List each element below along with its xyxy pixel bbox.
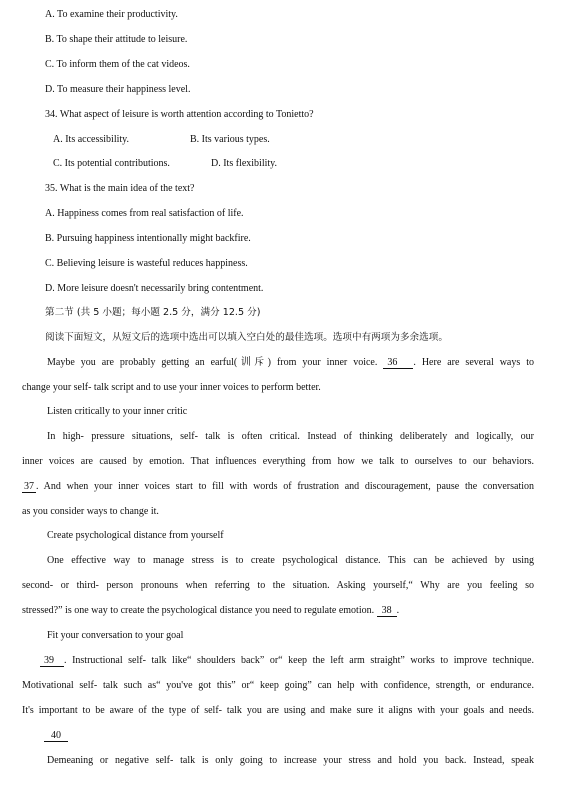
passage-p3-line1: One effective way to manage stress is to create psychological distance. This can be achieved by using bbox=[47, 555, 534, 566]
q34-option-d: D. Its flexibility. bbox=[211, 158, 278, 169]
subheading-1: Listen critically to your inner critic bbox=[47, 406, 188, 417]
section-heading: 第二节 (共 5 小题；每小题 2.5 分，满分 12.5 分) bbox=[45, 307, 261, 318]
passage-p1-line2: change your self- talk script and to use your inner voices to perform better. bbox=[22, 382, 321, 393]
blank-40[interactable]: 40 bbox=[44, 730, 68, 742]
passage-p4-line3: It's important to be aware of the type of self- talk you are using and make sure it aligns with your goals and needs. bbox=[22, 705, 534, 716]
passage-text: . Here are several ways to bbox=[413, 357, 535, 368]
passage-p2-line3 bbox=[22, 480, 534, 494]
passage-text: stressed?” is one way to create the psychological distance you need to regulate emotion. bbox=[22, 605, 375, 616]
q35-stem: 35. What is the main idea of the text? bbox=[45, 183, 195, 194]
q33-option-a: A. To examine their productivity. bbox=[45, 9, 178, 20]
passage-text: Maybe you are probably getting an earful(训斥) from your inner voice. bbox=[47, 357, 378, 368]
passage-text: . Instructional self- talk like“ shoulders back” or“ keep the left arm straight” works to improve technique. bbox=[64, 655, 534, 666]
q35-option-a: A. Happiness comes from real satisfaction of life. bbox=[45, 208, 244, 219]
q33-option-d: D. To measure their happiness level. bbox=[45, 84, 191, 95]
blank-39[interactable]: 39 bbox=[40, 655, 64, 667]
q34-option-c: C. Its potential contributions. bbox=[53, 158, 170, 169]
passage-p4-line1 bbox=[22, 654, 534, 668]
q35-option-b: B. Pursuing happiness intentionally might backfire. bbox=[45, 233, 251, 244]
passage-text: . And when your inner voices start to fill with words of frustration and discouragement, pause the conversation bbox=[36, 481, 534, 492]
passage-p3-line2: second- or third- person pronouns when referring to the situation. Asking yourself,“ Why are you feeling so bbox=[22, 580, 534, 591]
q34-option-b: B. Its various types. bbox=[190, 134, 270, 145]
passage-p5-line1: Demeaning or negative self- talk is only going to increase your stress and hold you back. Instead, speak bbox=[47, 755, 534, 766]
section-instructions: 阅读下面短文，从短文后的选项中选出可以填入空白处的最佳选项。选项中有两项为多余选项。 bbox=[45, 332, 448, 343]
q35-option-d: D. More leisure doesn't necessarily bring contentment. bbox=[45, 283, 264, 294]
subheading-2: Create psychological distance from yourself bbox=[47, 530, 224, 541]
passage-p2-line1: In high- pressure situations, self- talk is often critical. Instead of thinking deliberately and logically, our bbox=[47, 431, 534, 442]
passage-p2-line4: as you consider ways to change it. bbox=[22, 506, 159, 517]
passage-p1-line1 bbox=[22, 356, 534, 370]
q34-option-a: A. Its accessibility. bbox=[53, 134, 130, 145]
passage-p5-blank-line bbox=[44, 729, 68, 743]
blank-38[interactable]: 38 bbox=[377, 605, 397, 617]
passage-p3-line3: stressed?” is one way to create the psychological distance you need to regulate emotion. 38 . bbox=[22, 605, 400, 616]
passage-p2-line2: inner voices are caused by emotion. That influences everything from how we talk to ourselves to our behaviors. bbox=[22, 456, 534, 467]
q33-option-c: C. To inform them of the cat videos. bbox=[45, 59, 190, 70]
subheading-3: Fit your conversation to your goal bbox=[47, 630, 184, 641]
blank-37[interactable]: 37 bbox=[24, 481, 34, 492]
q34-stem: 34. What aspect of leisure is worth attention according to Tonietto? bbox=[45, 109, 314, 120]
blank-36[interactable]: 36 bbox=[383, 357, 413, 369]
passage-p4-line2: Motivational self- talk such as“ you've got this” or“ keep going” can help with confidence, strength, or endurance. bbox=[22, 680, 534, 691]
q33-option-b: B. To shape their attitude to leisure. bbox=[45, 34, 188, 45]
q35-option-c: C. Believing leisure is wasteful reduces happiness. bbox=[45, 258, 248, 269]
